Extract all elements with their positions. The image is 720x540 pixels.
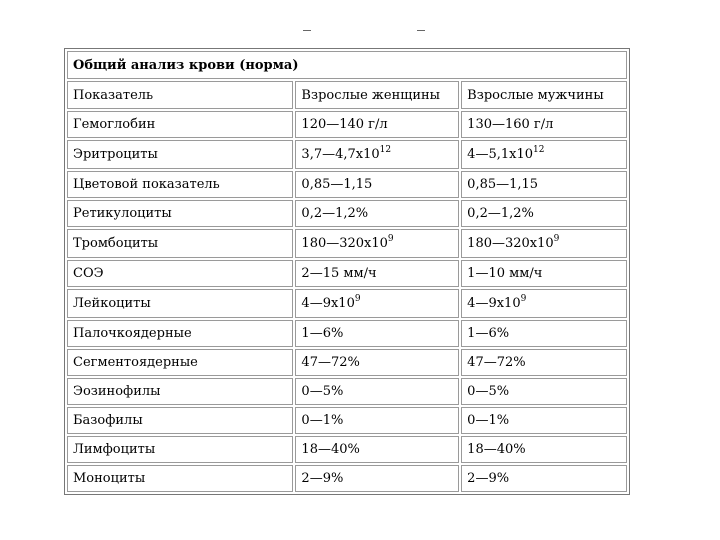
indicator-cell-text: Тромбоциты	[73, 236, 159, 251]
indicator-cell	[67, 140, 293, 169]
table-row	[67, 465, 627, 492]
women-value-cell	[295, 289, 459, 318]
men-value-cell	[461, 289, 627, 318]
men-value-cell	[461, 349, 627, 376]
indicator-cell	[67, 407, 293, 434]
men-value-cell-text: 4—5,1x10	[467, 147, 533, 162]
women-value-cell	[295, 465, 459, 492]
header-women: Взрослые женщины	[295, 81, 459, 109]
table-row	[67, 229, 627, 258]
women-value-cell-text: 2—9%	[301, 471, 344, 486]
women-value-cell	[295, 349, 459, 376]
men-value-cell-text: 0—5%	[467, 384, 510, 399]
indicator-cell	[67, 436, 293, 463]
indicator-cell-text: Лимфоциты	[73, 442, 156, 457]
indicator-cell	[67, 320, 293, 347]
men-value-cell	[461, 436, 627, 463]
indicator-cell-text: Эритроциты	[73, 147, 158, 162]
women-value-cell-text: 180—320x10	[301, 236, 388, 251]
men-value-cell-text: 1—10 мм/ч	[467, 266, 543, 281]
blood-test-table	[64, 48, 630, 495]
table-row	[67, 111, 627, 138]
exponent: 9	[387, 234, 394, 244]
women-value-cell-text: 120—140 г/л	[301, 117, 388, 132]
title-row	[67, 51, 627, 79]
men-value-cell-text: 4—9x10	[467, 296, 521, 311]
indicator-cell-text: Ретикулоциты	[73, 206, 172, 221]
men-value-cell-text: 1—6%	[467, 326, 510, 341]
men-value-cell	[461, 378, 627, 405]
women-value-cell	[295, 260, 459, 287]
men-value-cell	[461, 465, 627, 492]
women-value-cell	[295, 407, 459, 434]
women-value-cell	[295, 320, 459, 347]
exponent: 12	[533, 145, 545, 155]
indicator-cell-text: Базофилы	[73, 413, 143, 428]
table-title: Общий анализ крови (норма)	[67, 51, 627, 79]
women-value-cell-text: 0—5%	[301, 384, 344, 399]
men-value-cell-text: 47—72%	[467, 355, 526, 370]
women-value-cell	[295, 140, 459, 169]
men-value-cell	[461, 407, 627, 434]
indicator-cell	[67, 465, 293, 492]
header-indicator: Показатель	[67, 81, 293, 109]
exponent: 9	[553, 234, 560, 244]
women-value-cell-text: 2—15 мм/ч	[301, 266, 377, 281]
women-value-cell	[295, 200, 459, 227]
indicator-cell-text: СОЭ	[73, 266, 104, 281]
men-value-cell	[461, 260, 627, 287]
men-value-cell	[461, 229, 627, 258]
indicator-cell-text: Палочкоядерные	[73, 326, 192, 341]
women-value-cell-text: 18—40%	[301, 442, 360, 457]
header-men: Взрослые мужчины	[461, 81, 627, 109]
table-row	[67, 320, 627, 347]
header-row	[67, 81, 627, 109]
women-value-cell-text: 3,7—4,7x10	[301, 147, 380, 162]
table-row	[67, 407, 627, 434]
men-value-cell-text: 18—40%	[467, 442, 526, 457]
women-value-cell	[295, 436, 459, 463]
men-value-cell-text: 2—9%	[467, 471, 510, 486]
indicator-cell-text: Сегментоядерные	[73, 355, 198, 370]
women-value-cell-text: 0—1%	[301, 413, 344, 428]
indicator-cell	[67, 349, 293, 376]
women-value-cell	[295, 378, 459, 405]
indicator-cell	[67, 260, 293, 287]
indicator-cell-text: Цветовой показатель	[73, 177, 220, 192]
indicator-cell	[67, 229, 293, 258]
men-value-cell	[461, 111, 627, 138]
table-row	[67, 436, 627, 463]
indicator-cell	[67, 378, 293, 405]
table-row	[67, 378, 627, 405]
exponent: 12	[379, 145, 392, 155]
men-value-cell	[461, 171, 627, 198]
men-value-cell	[461, 200, 627, 227]
decorative-dash	[417, 30, 425, 31]
indicator-cell	[67, 289, 293, 318]
women-value-cell	[295, 111, 459, 138]
men-value-cell	[461, 320, 627, 347]
women-value-cell	[295, 171, 459, 198]
women-value-cell-text: 1—6%	[301, 326, 344, 341]
indicator-cell-text: Гемоглобин	[73, 117, 156, 132]
men-value-cell	[461, 140, 627, 169]
women-value-cell-text: 47—72%	[301, 355, 360, 370]
indicator-cell	[67, 111, 293, 138]
indicator-cell-text: Лейкоциты	[73, 296, 151, 311]
exponent: 9	[520, 294, 527, 304]
table-row	[67, 289, 627, 318]
table-row	[67, 171, 627, 198]
women-value-cell-text: 0,85—1,15	[301, 177, 373, 192]
men-value-cell-text: 0,85—1,15	[467, 177, 539, 192]
men-value-cell-text: 130—160 г/л	[467, 117, 554, 132]
men-value-cell-text: 0—1%	[467, 413, 510, 428]
exponent: 9	[354, 294, 361, 304]
indicator-cell	[67, 200, 293, 227]
women-value-cell-text: 0,2—1,2%	[301, 206, 369, 221]
table-row	[67, 200, 627, 227]
indicator-cell	[67, 171, 293, 198]
table-row	[67, 260, 627, 287]
men-value-cell-text: 0,2—1,2%	[467, 206, 534, 221]
indicator-cell-text: Эозинофилы	[73, 384, 161, 399]
indicator-cell-text: Моноциты	[73, 471, 146, 486]
table-row	[67, 140, 627, 169]
table-row	[67, 349, 627, 376]
men-value-cell-text: 180—320x10	[467, 236, 554, 251]
women-value-cell	[295, 229, 459, 258]
women-value-cell-text: 4—9x10	[301, 296, 355, 311]
decorative-dash	[303, 30, 311, 31]
